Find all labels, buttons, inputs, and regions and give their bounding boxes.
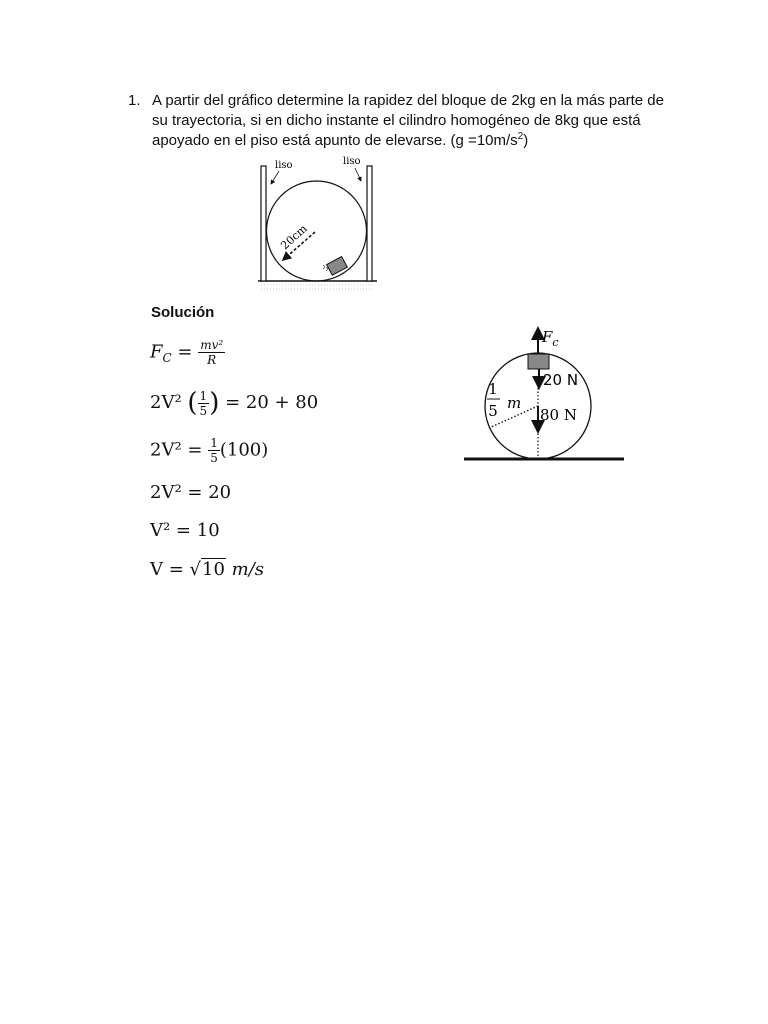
fraction: $\frac{\text{mv²}}{R}$	[200, 338, 224, 367]
equation-3: 2V² = $\frac{1}{5}$ (100)	[150, 436, 269, 465]
left-wall	[261, 166, 266, 281]
cylinder	[267, 181, 367, 281]
free-body-diagram	[460, 322, 630, 464]
cylinder-walls-figure	[255, 154, 380, 296]
equation-5: V² = 10	[150, 520, 220, 541]
equation-4: 2V² = 20	[150, 482, 232, 503]
equation-1: $F_C$ = $\frac{\text{mv²}}{R}$	[150, 338, 224, 367]
weight-cylinder-label: 80 N	[540, 406, 577, 424]
svg-text:1: 1	[488, 380, 498, 398]
block	[528, 354, 549, 369]
force-fc-label: $F_c$	[542, 328, 559, 349]
equation-2: 2V² ( $\frac{1}{5}$ ) = 20 + 80	[150, 388, 319, 418]
svg-text:5: 5	[488, 402, 498, 420]
problem-number: 1.	[128, 92, 141, 109]
solution-title: Solución	[151, 304, 215, 321]
label-liso-right: liso	[343, 156, 361, 167]
equation-6: V = √10 m/s	[150, 559, 264, 580]
weight-block-label: 20 N	[543, 371, 579, 389]
problem-text: A partir del gráfico determine la rapidez del bloque de 2kg en la más parte de su trayectoria, si en dicho instante el cilindro homogéneo de 8kg que está apoyado en el piso está apunto de elevarse. $(g =10m/s^2)$	[152, 92, 664, 149]
label-liso-left: liso	[275, 160, 293, 171]
svg-text:m: m	[507, 394, 522, 412]
radius-label: 20cm	[278, 222, 310, 253]
right-wall	[367, 166, 372, 281]
